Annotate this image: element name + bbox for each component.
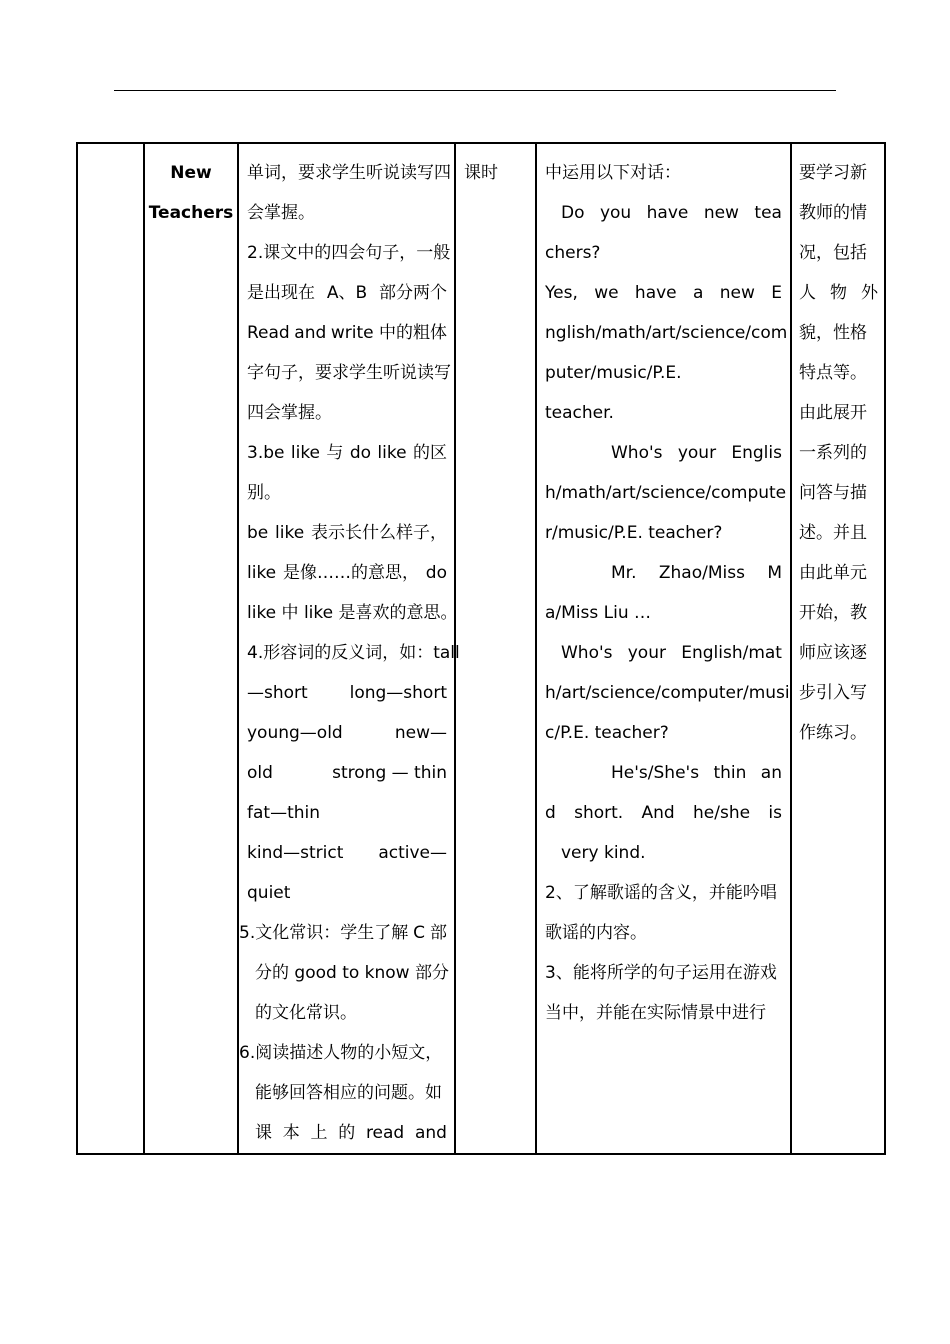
word: 3.be	[247, 443, 285, 463]
word: young—old	[247, 723, 343, 743]
word: 表示长什么样子，	[311, 523, 447, 543]
word: old	[247, 763, 273, 783]
col6-line: 开始，教	[799, 603, 867, 623]
word: And	[641, 803, 675, 823]
col3-line	[247, 1113, 447, 1153]
word: 是像……的意思，	[282, 563, 419, 583]
col3-line	[247, 513, 447, 553]
word: Mr.	[611, 563, 637, 583]
word: —short	[247, 683, 308, 703]
col6-line: 问答与描	[799, 483, 867, 503]
col5-line	[545, 553, 782, 593]
col5-line	[545, 193, 782, 233]
word: 与	[326, 443, 344, 463]
col3-line: 字句子，要求学生听说读写	[247, 363, 451, 383]
col3-line	[247, 833, 447, 873]
word: 课	[255, 1123, 272, 1143]
word: 部分两个	[378, 283, 447, 303]
col3-line: 单词，要求学生听说读写四	[247, 163, 451, 183]
col6-line: 要学习新	[799, 163, 867, 183]
word: A、B	[326, 283, 368, 303]
col6-line	[799, 273, 878, 313]
unit-title-cell	[144, 143, 238, 1154]
header-rule	[114, 90, 836, 91]
word: new	[719, 283, 755, 303]
word: active—	[378, 843, 447, 863]
empty-cell	[77, 143, 144, 1154]
word: an	[760, 763, 782, 783]
word: 人	[799, 283, 816, 303]
word: is	[768, 803, 782, 823]
col5-line: 歌谣的内容。	[545, 923, 647, 943]
word: read	[365, 1123, 405, 1143]
word: 的区	[412, 443, 447, 463]
col3-line: fat—thin	[247, 803, 321, 823]
col3-line	[247, 273, 447, 313]
col3-line	[247, 313, 447, 353]
col5-line	[545, 273, 782, 313]
word: 物	[830, 283, 847, 303]
col3-line	[247, 753, 447, 793]
col3-line: 2.课文中的四会句子，一般	[247, 243, 451, 263]
col3-line: 6.阅读描述人物的小短文，	[239, 1043, 443, 1063]
col3-line	[247, 713, 447, 753]
col3-line: quiet	[247, 883, 291, 903]
col3-line: 的文化常识。	[255, 1003, 357, 1023]
unit-title-line: Teachers	[148, 203, 234, 223]
word: have	[634, 283, 677, 303]
col6-line: 述。并且	[799, 523, 867, 543]
word: do	[425, 563, 447, 583]
word: He's/She's	[611, 763, 700, 783]
dialogue-cell	[536, 143, 791, 1154]
word: do	[349, 443, 372, 463]
period-label: 课时	[464, 163, 498, 183]
word: 本	[282, 1123, 300, 1143]
col5-line: h/math/art/science/compute	[545, 483, 787, 503]
word: Zhao/Miss	[658, 563, 745, 583]
word: your	[627, 643, 666, 663]
col5-line	[545, 633, 782, 673]
word: Do	[561, 203, 585, 223]
word: write 中的粗体	[330, 323, 447, 343]
col5-line: 3、能将所学的句子运用在游戏	[545, 963, 777, 983]
word: and	[294, 323, 327, 343]
word: English/mat	[681, 643, 782, 663]
word: be	[247, 523, 269, 543]
col6-line: 况，包括	[799, 243, 867, 263]
col5-line: puter/music/P.E.	[545, 363, 682, 383]
word: d	[545, 803, 556, 823]
word: like	[377, 443, 407, 463]
word: Who's	[611, 443, 663, 463]
word: Yes,	[545, 283, 578, 303]
col6-line: 师应该逐	[799, 643, 867, 663]
word: Who's	[561, 643, 613, 663]
word: your	[677, 443, 717, 463]
word: 外	[861, 283, 878, 303]
word: strong — thin	[332, 763, 447, 783]
col6-line: 特点等。	[799, 363, 867, 383]
word: M	[767, 563, 782, 583]
col3-line: 能够回答相应的问题。如	[255, 1083, 442, 1103]
word: we	[594, 283, 619, 303]
word: 是出现在	[247, 283, 315, 303]
col5-line: chers?	[545, 243, 601, 263]
teaching-goals-text	[239, 144, 460, 1153]
word: thin	[713, 763, 747, 783]
word: a	[692, 283, 704, 303]
lesson-plan-table	[76, 142, 886, 1155]
word: tea	[754, 203, 782, 223]
col3-line: like 中 like 是喜欢的意思。	[247, 603, 458, 623]
col3-line: 四会掌握。	[247, 403, 332, 423]
dialogue-text	[537, 144, 790, 1033]
table-row	[77, 143, 885, 1154]
col6-line: 由此单元	[799, 563, 867, 583]
word: you	[599, 203, 632, 223]
word: new	[703, 203, 739, 223]
word: long—short	[349, 683, 447, 703]
col6-line: 步引入写	[799, 683, 867, 703]
word: C	[413, 923, 426, 943]
word: and	[414, 1123, 447, 1143]
col5-line: 2、了解歌谣的含义，并能吟唱	[545, 883, 777, 903]
col5-line	[545, 433, 782, 473]
col6-line: 由此展开	[799, 403, 867, 423]
word: 5.文化常识：学生了解	[239, 923, 409, 943]
notes-cell	[791, 143, 885, 1154]
col6-line: 教师的情	[799, 203, 867, 223]
col5-line: 当中，并能在实际情景中进行	[545, 1003, 766, 1023]
col6-line: 貌，性格	[799, 323, 867, 343]
col3-line	[247, 553, 447, 593]
col3-line	[247, 673, 447, 713]
col5-line: very kind.	[561, 843, 646, 863]
col5-line: c/P.E. teacher?	[545, 723, 669, 743]
col5-line	[545, 753, 782, 793]
col3-line: 4.形容词的反义词，如：tall	[247, 643, 460, 663]
col5-line	[545, 793, 782, 833]
unit-title-line: New	[170, 163, 212, 183]
word: kind—strict	[247, 843, 344, 863]
word: short.	[574, 803, 624, 823]
word: he/she	[693, 803, 751, 823]
col3-line: 别。	[247, 483, 281, 503]
col6-line: 作练习。	[799, 723, 867, 743]
word: E	[771, 283, 782, 303]
period-cell	[455, 143, 536, 1154]
word: 部	[429, 923, 447, 943]
col3-line: 分的 good to know 部分	[255, 963, 449, 983]
notes-text	[792, 144, 884, 753]
word: 的	[338, 1123, 356, 1143]
word: 上	[310, 1123, 328, 1143]
word: like	[275, 523, 305, 543]
col5-line: r/music/P.E. teacher?	[545, 523, 723, 543]
col3-line: 会掌握。	[247, 203, 315, 223]
col5-line: 中运用以下对话：	[545, 163, 681, 183]
word: like	[247, 563, 277, 583]
word: like	[290, 443, 321, 463]
col5-line: a/Miss Liu …	[545, 603, 652, 623]
col5-line: teacher.	[545, 403, 614, 423]
word: Read	[247, 323, 290, 343]
teaching-goals-cell	[238, 143, 460, 1154]
word: have	[646, 203, 689, 223]
col6-line: 一系列的	[799, 443, 867, 463]
word: Englis	[731, 443, 782, 463]
word: new—	[394, 723, 447, 743]
col3-line	[247, 433, 447, 473]
col3-line	[239, 913, 447, 953]
col5-line: nglish/math/art/science/com	[545, 323, 788, 343]
col5-line: h/art/science/computer/musi	[545, 683, 790, 703]
